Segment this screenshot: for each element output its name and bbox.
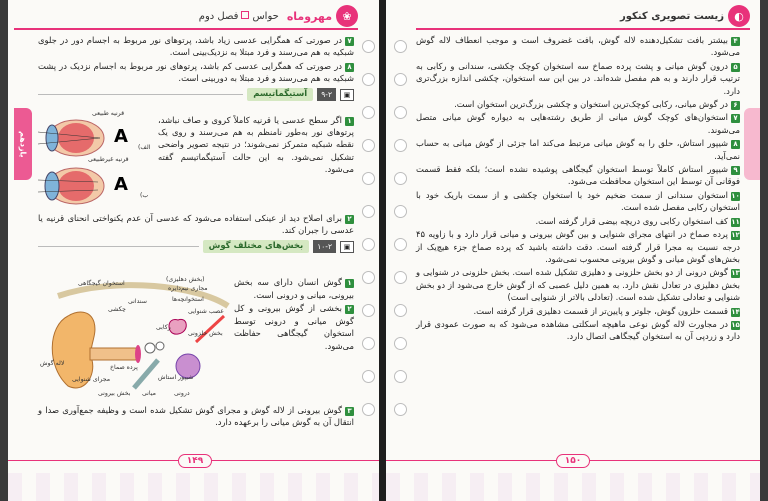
swirl-logo-icon: ◐ [728,5,750,27]
page-number: ۱۴۹ [178,454,212,468]
left-intro-text [38,34,354,105]
section-heading-ear: ▣ ۱۰-۲ بخش‌های مختلف گوش [38,240,354,254]
paragraph: ۱۳گوش درونی از دو بخش حلزونی و دهلیزی تشکیل شده است. بخش حلزونی در شنوایی و بخش دهلیزی در تعادل نقش دارد. به همین دلیل عصبی که از گوش خارج می‌شود از دو بخش شنوایی و تعادلی تشکیل شده است. (تعادلی بالاتر از شنوایی است) [416,267,740,303]
left-mid-text [38,212,354,257]
right-page [386,0,760,501]
paragraph: ۲برای اصلاح دید از عینکی استفاده می‌شود که عدسی آن عدم یکنواختی انحنای قرنیه یا عدسی را جبران کند. [38,213,354,236]
left-footer [8,451,382,471]
section-heading-astigmatism: ▣ ۹-۲ آستیگماتیسم [38,88,354,102]
paragraph: ۱اگر سطح عدسی یا قرنیه کاملاً کروی و صاف نباشد، پرتوهای نور به‌طور نامنظم به هم می‌رسند و روی یک نقطه شبکیه متمرکز نمی‌شوند؛ در نتیجه تصویر واضحی تشکیل نمی‌شود. به این حالت آستیگماتیسم گفته می‌شود. [158,115,354,174]
chapter-label: حواسفصل دوم [198,10,279,22]
binder-holes [394,40,408,436]
paragraph: ۹شیپور استاش کاملاً توسط استخوان گیجگاهی پوشیده نشده است؛ بلکه فقط قسمت فوقانی آن توسط این استخوان محافظت می‌شود. [416,164,740,187]
paragraph: ۷استخوان‌های کوچک گوش میانی از طریق رشته‌هایی به دیواره گوش میانی متصل می‌شوند. [416,112,740,135]
book-gutter [379,0,386,501]
right-body-text [416,34,740,344]
paragraph: ۸شیپور استاش، حلق را به گوش میانی مرتبط می‌کند اما جزئی از گوش میانی به حساب نمی‌آید. [416,138,740,161]
paragraph: ۱۵در مجاورت لاله گوش نوعی ماهیچه اسکلتی مشاهده می‌شود که به صورت عمودی قرار دارد و زردپی آن به استخوان گیجگاهی اتصال دارد. [416,318,740,342]
side-tab-marker [744,108,760,180]
paragraph: ۳گوش بیرونی از لاله گوش و مجرای گوش تشکیل شده است و وظیفه جمع‌آوری صدا و انتقال آن به گوش میانی را برعهده دارد. [38,405,354,428]
paragraph: ۱گوش انسان دارای سه بخش بیرونی، میانی و درونی است. [234,277,354,300]
decorative-pattern [8,473,382,501]
header-rule [416,28,750,30]
page-number: ۱۵۰ [556,454,590,468]
right-footer [386,451,760,471]
astigmatism-text [158,114,354,176]
paragraph: ۷در صورتی که همگرایی عدسی زیاد باشد، پرتوهای نور مربوط به اجسام دور در جلوی شبکیه به هم می‌رسند و فرد مبتلا به نزدیک‌بینی است. [38,35,354,58]
decorative-pattern [386,473,760,501]
left-header [199,4,358,28]
paragraph: ۲بخشی از گوش بیرونی و کل گوش میانی و درونی توسط استخوان گیجگاهی حفاظت می‌شود. [234,303,354,351]
paragraph: ۱۱کف استخوان رکابی روی دریچه بیضی قرار گرفته است. [535,215,740,226]
left-final-text [38,404,354,430]
ear-figure: استخوان گیجگاهی (بخش دهلیزی) مجاری نیم‌دایره استخوانچه‌ها سندانی چکشی عصب شنوایی بخش حلزونی رکابی لاله گوش مجرای شنوایی پرده صماخ شیپور استاش بخش بیرونی میانی درونی [38,276,234,400]
left-page [8,0,382,501]
header-rule [14,28,358,30]
book-title: زیست تصویری کنکور [620,10,724,22]
paragraph: ۱۲پرده صماخ در انتهای مجرای شنوایی و بین گوش بیرونی و میانی قرار دارد و با زاویه ۴۵ درجه نسبت به مجرا قرار گرفته است. دقت داشته باشید که پرده صماخ جزء هیچ‌یک از بخش‌های گوش میانی و گوش بیرونی محسوب نمی‌شود. [416,229,740,264]
butterfly-logo-icon: ❀ [336,5,358,27]
binder-holes [362,40,376,436]
grade-side-tab: یازدهم [14,108,32,180]
ear-diagram [38,276,234,400]
right-header [620,4,750,28]
brand-name: مهروماه [286,9,332,23]
paragraph: ۱۰استخوان سندانی از سمت ضخیم خود با استخوان چکشی و از سمت باریک خود با استخوان رکابی مفصل شده است. [416,189,740,213]
image-icon: ▣ [340,241,354,253]
eye-figure: قرنیه طبیعی قرنیه غیرطبیعی A A الف) ب) [38,112,158,212]
ear-text [234,276,354,354]
image-icon: ▣ [340,89,354,101]
paragraph: ۸در صورتی که همگرایی عدسی کم باشد، پرتوهای نور مربوط به اجسام نزدیک در پشت شبکیه به هم می‌رسند و فرد مبتلا به دوربینی است. [38,60,354,84]
paragraph: ۴بیشتر بافت تشکیل‌دهنده لاله گوش، بافت غضروف است و موجب انعطاف لاله گوش می‌شود. [416,35,740,58]
paragraph: ۱۴قسمت حلزون گوش، جلوتر و پایین‌تر از قسمت دهلیزی قرار گرفته است. [473,305,740,316]
paragraph: ۶در گوش میانی، رکابی کوچک‌ترین استخوان و چکشی بزرگ‌ترین استخوان است. [416,98,740,110]
paragraph: ۵درون گوش میانی و پشت پرده صماخ سه استخوان کوچک چکشی، سندانی و رکابی به ترتیب قرار دارند و به هم مفصل شده‌اند. در بین این سه استخوان، چکشی اندازه بزرگ‌تری دارد. [416,60,740,96]
